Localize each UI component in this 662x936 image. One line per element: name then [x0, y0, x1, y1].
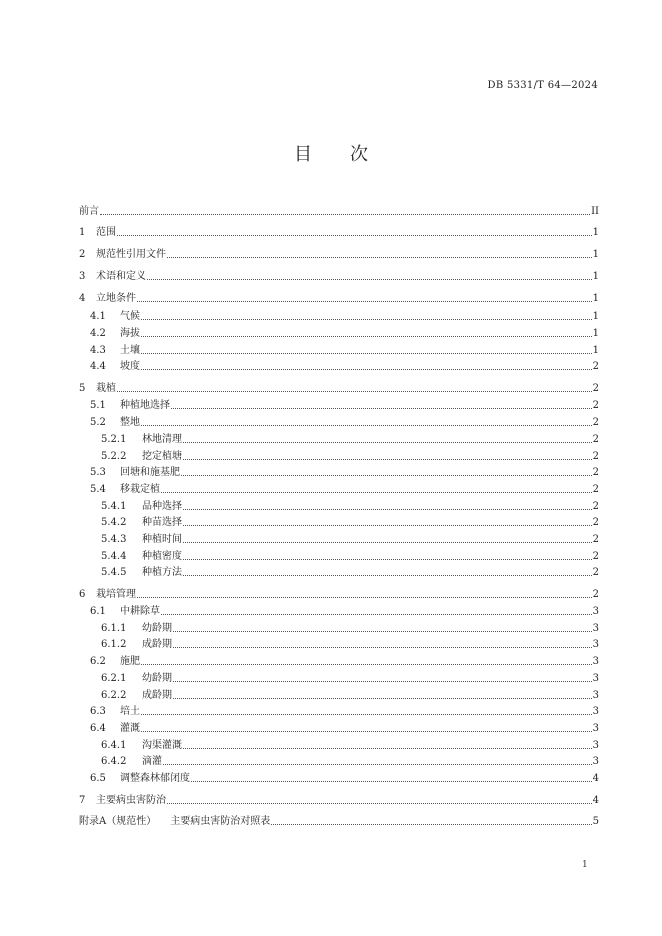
toc-entry[interactable] — [79, 245, 599, 261]
toc-entry-number: 6.2 — [90, 656, 106, 667]
toc-entry[interactable] — [79, 307, 599, 323]
toc-entry-label: 术语和定义 — [96, 271, 146, 282]
toc-entry-number: 附录A（规范性） — [79, 816, 157, 827]
toc-entry-page: 2 — [592, 567, 599, 578]
toc-leader-dots — [191, 780, 592, 782]
toc-entry-number: 6.2.2 — [101, 690, 127, 701]
toc-entry-number: 4.2 — [90, 328, 106, 339]
toc-entry-label: 培土 — [120, 706, 140, 717]
toc-entry-label: 中耕除草 — [120, 606, 160, 617]
toc-entry-number: 5.4.1 — [101, 501, 127, 512]
toc-entry-number: 5.4.2 — [101, 517, 127, 528]
toc-entry-number: 4.3 — [90, 345, 106, 356]
toc-entry-number: 6.1 — [90, 606, 106, 617]
toc-entry-label: 滴灌 — [142, 756, 162, 767]
toc-entry-number: 6.1.1 — [101, 623, 127, 634]
toc-leader-dots — [141, 352, 592, 354]
toc-entry-number: 5.3 — [90, 467, 106, 478]
toc-entry-page: 2 — [592, 501, 599, 512]
toc-leader-dots — [173, 680, 592, 682]
toc-entry-label: 坡度 — [120, 361, 140, 372]
toc-entry-label: 种植时间 — [142, 534, 182, 545]
toc-entry-page: 1 — [592, 328, 599, 339]
toc-entry-label: 栽植 — [96, 383, 116, 394]
toc-leader-dots — [141, 318, 592, 320]
toc-entry-page: 1 — [592, 227, 599, 238]
toc-entry-number: 6.4.2 — [101, 756, 127, 767]
toc-leader-dots — [183, 508, 592, 510]
toc-entry-page: 2 — [592, 589, 599, 600]
toc-entry-page: 1 — [592, 271, 599, 282]
toc-entry[interactable] — [79, 791, 599, 807]
toc-entry-page: 1 — [592, 293, 599, 304]
toc-entry-number: 6.5 — [90, 773, 106, 784]
toc-leader-dots — [167, 802, 592, 804]
toc-entry-number: 5.4 — [90, 484, 106, 495]
toc-entry-number: 6.4.1 — [101, 740, 127, 751]
toc-entry-page: 2 — [592, 417, 599, 428]
toc-entry-page: 2 — [592, 467, 599, 478]
toc-entry-label: 品种选择 — [142, 501, 182, 512]
toc-entry[interactable] — [79, 563, 599, 579]
toc-entry[interactable] — [79, 547, 599, 563]
toc-leader-dots — [141, 713, 592, 715]
toc-entry-label: 种苗选择 — [142, 517, 182, 528]
toc-entry-label: 立地条件 — [96, 293, 136, 304]
toc-leader-dots — [183, 541, 592, 543]
toc-entry-page: 2 — [592, 534, 599, 545]
toc-entry-page: 3 — [592, 623, 599, 634]
toc-entry[interactable] — [79, 463, 599, 479]
toc-entry-page: 3 — [592, 706, 599, 717]
toc-leader-dots — [141, 730, 592, 732]
toc-entry[interactable] — [79, 513, 599, 529]
toc-entry[interactable] — [79, 480, 599, 496]
toc-entry-label: 调整森林郁闭度 — [120, 773, 190, 784]
toc-leader-dots — [141, 335, 592, 337]
toc-leader-dots — [171, 407, 592, 409]
toc-entry-label: 幼龄期 — [142, 623, 172, 634]
toc-leader-dots — [183, 558, 592, 560]
toc-entry-page: 4 — [592, 795, 599, 806]
toc-entry[interactable] — [79, 719, 599, 735]
toc-leader-dots — [173, 697, 592, 699]
toc-entry-label: 移栽定植 — [120, 484, 160, 495]
toc-leader-dots — [117, 234, 592, 236]
toc-entry-label: 前言 — [79, 206, 99, 217]
toc-leader-dots — [183, 441, 592, 443]
toc-leader-dots — [173, 630, 592, 632]
toc-entry-label: 成龄期 — [142, 690, 172, 701]
toc-leader-dots — [183, 458, 592, 460]
toc-entry-page: 2 — [592, 517, 599, 528]
toc-entry-label: 种植密度 — [142, 551, 182, 562]
toc-entry-label: 规范性引用文件 — [96, 249, 166, 260]
toc-entry-number: 4.4 — [90, 361, 106, 372]
toc-entry-page: 3 — [592, 606, 599, 617]
toc-entry-page: 2 — [592, 484, 599, 495]
toc-entry-page: 3 — [592, 723, 599, 734]
toc-entry[interactable] — [79, 324, 599, 340]
toc-entry-label: 回塘和施基肥 — [120, 467, 180, 478]
page-number: 1 — [582, 860, 588, 870]
toc-leader-dots — [137, 596, 592, 598]
toc-leader-dots — [141, 368, 592, 370]
toc-entry-page: 3 — [592, 673, 599, 684]
toc-entry[interactable] — [79, 447, 599, 463]
toc-entry-label: 成龄期 — [142, 639, 172, 650]
toc-title — [0, 140, 662, 166]
toc-entry[interactable] — [79, 357, 599, 373]
toc-entry-label: 施肥 — [120, 656, 140, 667]
toc-leader-dots — [117, 390, 592, 392]
toc-entry-page: 4 — [592, 773, 599, 784]
toc-entry-number: 7 — [79, 795, 86, 806]
toc-entry-page: 2 — [592, 361, 599, 372]
toc-entry-label: 灌溉 — [120, 723, 140, 734]
toc-entry-label: 海拔 — [120, 328, 140, 339]
toc-entry-page: 1 — [592, 311, 599, 322]
toc-entry[interactable] — [79, 413, 599, 429]
toc-entry[interactable] — [79, 267, 599, 283]
toc-leader-dots — [141, 424, 592, 426]
toc-entry-label: 土壤 — [120, 345, 140, 356]
toc-entry[interactable] — [79, 635, 599, 651]
toc-leader-dots — [163, 763, 592, 765]
toc-entry[interactable] — [79, 497, 599, 513]
toc-entry-page: 3 — [592, 639, 599, 650]
toc-entry-number: 5.2.1 — [101, 434, 127, 445]
toc-entry[interactable] — [79, 202, 599, 218]
toc-leader-dots — [183, 574, 592, 576]
toc-entry-number: 4.1 — [90, 311, 106, 322]
toc-entry[interactable] — [79, 752, 599, 768]
toc-entry-page: II — [591, 206, 599, 217]
toc-entry-number: 6.1.2 — [101, 639, 127, 650]
toc-entry-number: 2 — [79, 249, 86, 260]
toc-entry[interactable] — [79, 736, 599, 752]
toc-entry[interactable] — [79, 669, 599, 685]
toc-entry[interactable] — [79, 702, 599, 718]
toc-leader-dots — [183, 747, 592, 749]
toc-entry-number: 6.4 — [90, 723, 106, 734]
toc-entry-label: 主要病虫害防治对照表 — [170, 816, 271, 827]
toc-entry-number: 5.4.3 — [101, 534, 127, 545]
toc-entry-label: 主要病虫害防治 — [96, 795, 166, 806]
toc-entry-page: 1 — [592, 345, 599, 356]
toc-entry-label: 气候 — [120, 311, 140, 322]
toc-entry-number: 5 — [79, 383, 86, 394]
toc-entry-label: 范围 — [96, 227, 116, 238]
toc-entry[interactable] — [79, 686, 599, 702]
toc-entry[interactable] — [79, 289, 599, 305]
toc-entry-page: 3 — [592, 690, 599, 701]
toc-title-right: 次 — [350, 144, 368, 165]
toc-entry[interactable] — [79, 585, 599, 601]
toc-leader-dots — [181, 474, 592, 476]
toc-entry-number: 4 — [79, 293, 86, 304]
toc-leader-dots — [167, 256, 592, 258]
toc-entry-number: 6 — [79, 589, 86, 600]
toc-entry[interactable] — [79, 619, 599, 635]
toc-entry-number: 1 — [79, 227, 86, 238]
toc-entry-page: 2 — [592, 400, 599, 411]
toc-entry-number: 5.4.4 — [101, 551, 127, 562]
toc-entry-number: 3 — [79, 271, 86, 282]
toc-leader-dots — [183, 524, 592, 526]
toc-entry-label: 种植地选择 — [120, 400, 170, 411]
toc-leader-dots — [161, 491, 592, 493]
toc-entry[interactable] — [79, 341, 599, 357]
toc-entry[interactable] — [79, 602, 599, 618]
toc-entry-number: 5.2.2 — [101, 451, 127, 462]
toc-entry-label: 林地清理 — [142, 434, 182, 445]
toc-entry-page: 3 — [592, 656, 599, 667]
toc-entry-page: 5 — [592, 816, 599, 827]
toc-entry[interactable] — [79, 652, 599, 668]
toc-entry-label: 幼龄期 — [142, 673, 172, 684]
toc-entry[interactable] — [79, 379, 599, 395]
toc-entry-label: 沟渠灌溉 — [142, 740, 182, 751]
toc-entry-number: 5.4.5 — [101, 567, 127, 578]
toc-entry[interactable] — [79, 530, 599, 546]
toc-leader-dots — [141, 663, 592, 665]
toc-entry[interactable] — [79, 769, 599, 785]
toc-entry-page: 2 — [592, 434, 599, 445]
toc-leader-dots — [271, 823, 591, 825]
toc-entry-page: 1 — [592, 249, 599, 260]
toc-entry-number: 5.2 — [90, 417, 106, 428]
toc-entry-label: 挖定植塘 — [142, 451, 182, 462]
toc-entry[interactable] — [79, 223, 599, 239]
toc-entry-number: 6.2.1 — [101, 673, 127, 684]
toc-leader-dots — [147, 278, 592, 280]
toc-entry-page: 2 — [592, 451, 599, 462]
toc-entry[interactable] — [79, 430, 599, 446]
document-code: DB 5331/T 64—2024 — [487, 80, 598, 91]
toc-entry-page: 3 — [592, 756, 599, 767]
toc-entry-page: 2 — [592, 551, 599, 562]
toc-entry-label: 栽培管理 — [96, 589, 136, 600]
toc-entry-label: 整地 — [120, 417, 140, 428]
toc-entry-number: 6.3 — [90, 706, 106, 717]
toc-leader-dots — [137, 300, 592, 302]
toc-entry[interactable] — [79, 396, 599, 412]
toc-entry-number: 5.1 — [90, 400, 106, 411]
toc-leader-dots — [173, 646, 592, 648]
toc-leader-dots — [100, 213, 590, 215]
toc-leader-dots — [161, 613, 592, 615]
toc-entry-page: 2 — [592, 383, 599, 394]
toc-entry-page: 3 — [592, 740, 599, 751]
toc-entry[interactable] — [79, 812, 599, 828]
toc-entry-label: 种植方法 — [142, 567, 182, 578]
toc-title-left: 目 — [294, 144, 312, 165]
